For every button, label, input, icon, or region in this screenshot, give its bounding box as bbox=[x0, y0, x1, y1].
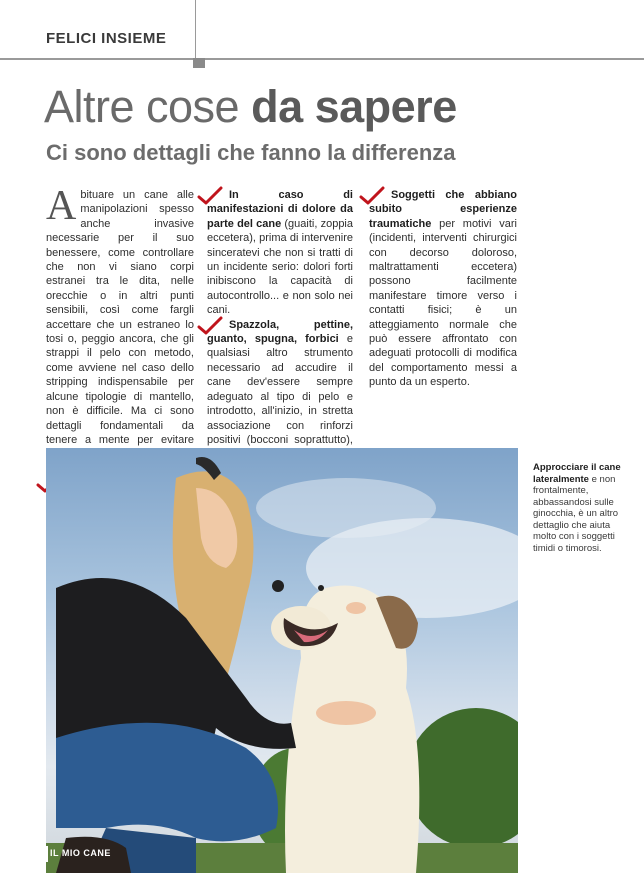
bullet-text: (guaiti, zoppia eccetera), prima di intervenire sinceratevi che non si tratti di un incidente serio: dolori forti inibiscono la capacità di autocontrollo... e non solo nei cani. bbox=[207, 217, 353, 317]
title-light: Altre cose bbox=[44, 81, 252, 132]
caption-lead: Approcciare il cane lateralmente bbox=[533, 462, 621, 485]
bullet-item-2 bbox=[207, 188, 353, 318]
bullet-lead: Spazzola, pettine, guanto, spugna, forbici bbox=[207, 318, 353, 346]
photo-illustration bbox=[46, 448, 518, 873]
section-label: FELICI INSIEME bbox=[46, 30, 167, 47]
header-divider bbox=[195, 0, 196, 60]
bullet-text: per motivi vari (incidenti, interventi chirurgici con decorso doloroso, maltrattamenti eccetera) possono facilmente manifestare timore verso i contatti fisici; è un atteggiamento normale che può essere affrontato con adeguati protocolli di modifica del comportamento messi a punto da un esperto. bbox=[369, 217, 517, 389]
bullet-item-4 bbox=[369, 188, 517, 390]
footer-bar bbox=[46, 846, 48, 862]
caption-text: e non frontalmente, abbassandosi sulle ginocchia, è un altro dettaglio che aiuta molto con i soggetti timidi o timorosi. bbox=[533, 473, 619, 554]
bullet-lead: In caso di manifestazioni di dolore da parte del cane bbox=[207, 189, 353, 230]
bullet-text: e qualsiasi altro strumento necessario ad accudire il cane dev'essere sempre adeguato al tipo di pelo e introdotto, all'inizio, in stretta associazione con rinforzi positivi (bocconi soprattutto), bbox=[207, 333, 353, 446]
check-icon bbox=[197, 186, 223, 206]
intro-paragraph bbox=[46, 183, 194, 476]
photo-caption bbox=[533, 462, 633, 554]
text-column-3 bbox=[369, 188, 517, 390]
intro-text: bituare un cane alle manipolazioni spesso anche invasive necessarie per il suo benessere, come controllare che non vi siano corpi estranei tra le dita, nelle orecchie o in altri punti sensibili, così come fargli accettare che un estraneo lo tosi o, peggio ancora, che gli strappi il pelo con metodo, come avviene nel caso dello stripping indispensabile per alcune tipologie di mantello, non è difficile. Ma ci sono dettagli fondamentali da tenere a mente per evitare bbox=[46, 189, 194, 446]
page-subtitle: Ci sono dettagli che fanno la differenza bbox=[46, 140, 456, 165]
title-bold: da sapere bbox=[251, 81, 457, 132]
magazine-footer: IL MIO CANE bbox=[50, 848, 111, 858]
feature-photo bbox=[46, 448, 518, 873]
check-icon bbox=[359, 186, 385, 206]
check-icon bbox=[197, 316, 223, 336]
header-marker bbox=[193, 58, 205, 68]
page-title bbox=[44, 82, 457, 132]
header-rule bbox=[0, 58, 644, 60]
text-column-2 bbox=[207, 188, 353, 491]
bullet-lead: Soggetti che abbiano subito esperienze traumatiche bbox=[369, 189, 517, 230]
drop-cap: A bbox=[46, 183, 77, 229]
